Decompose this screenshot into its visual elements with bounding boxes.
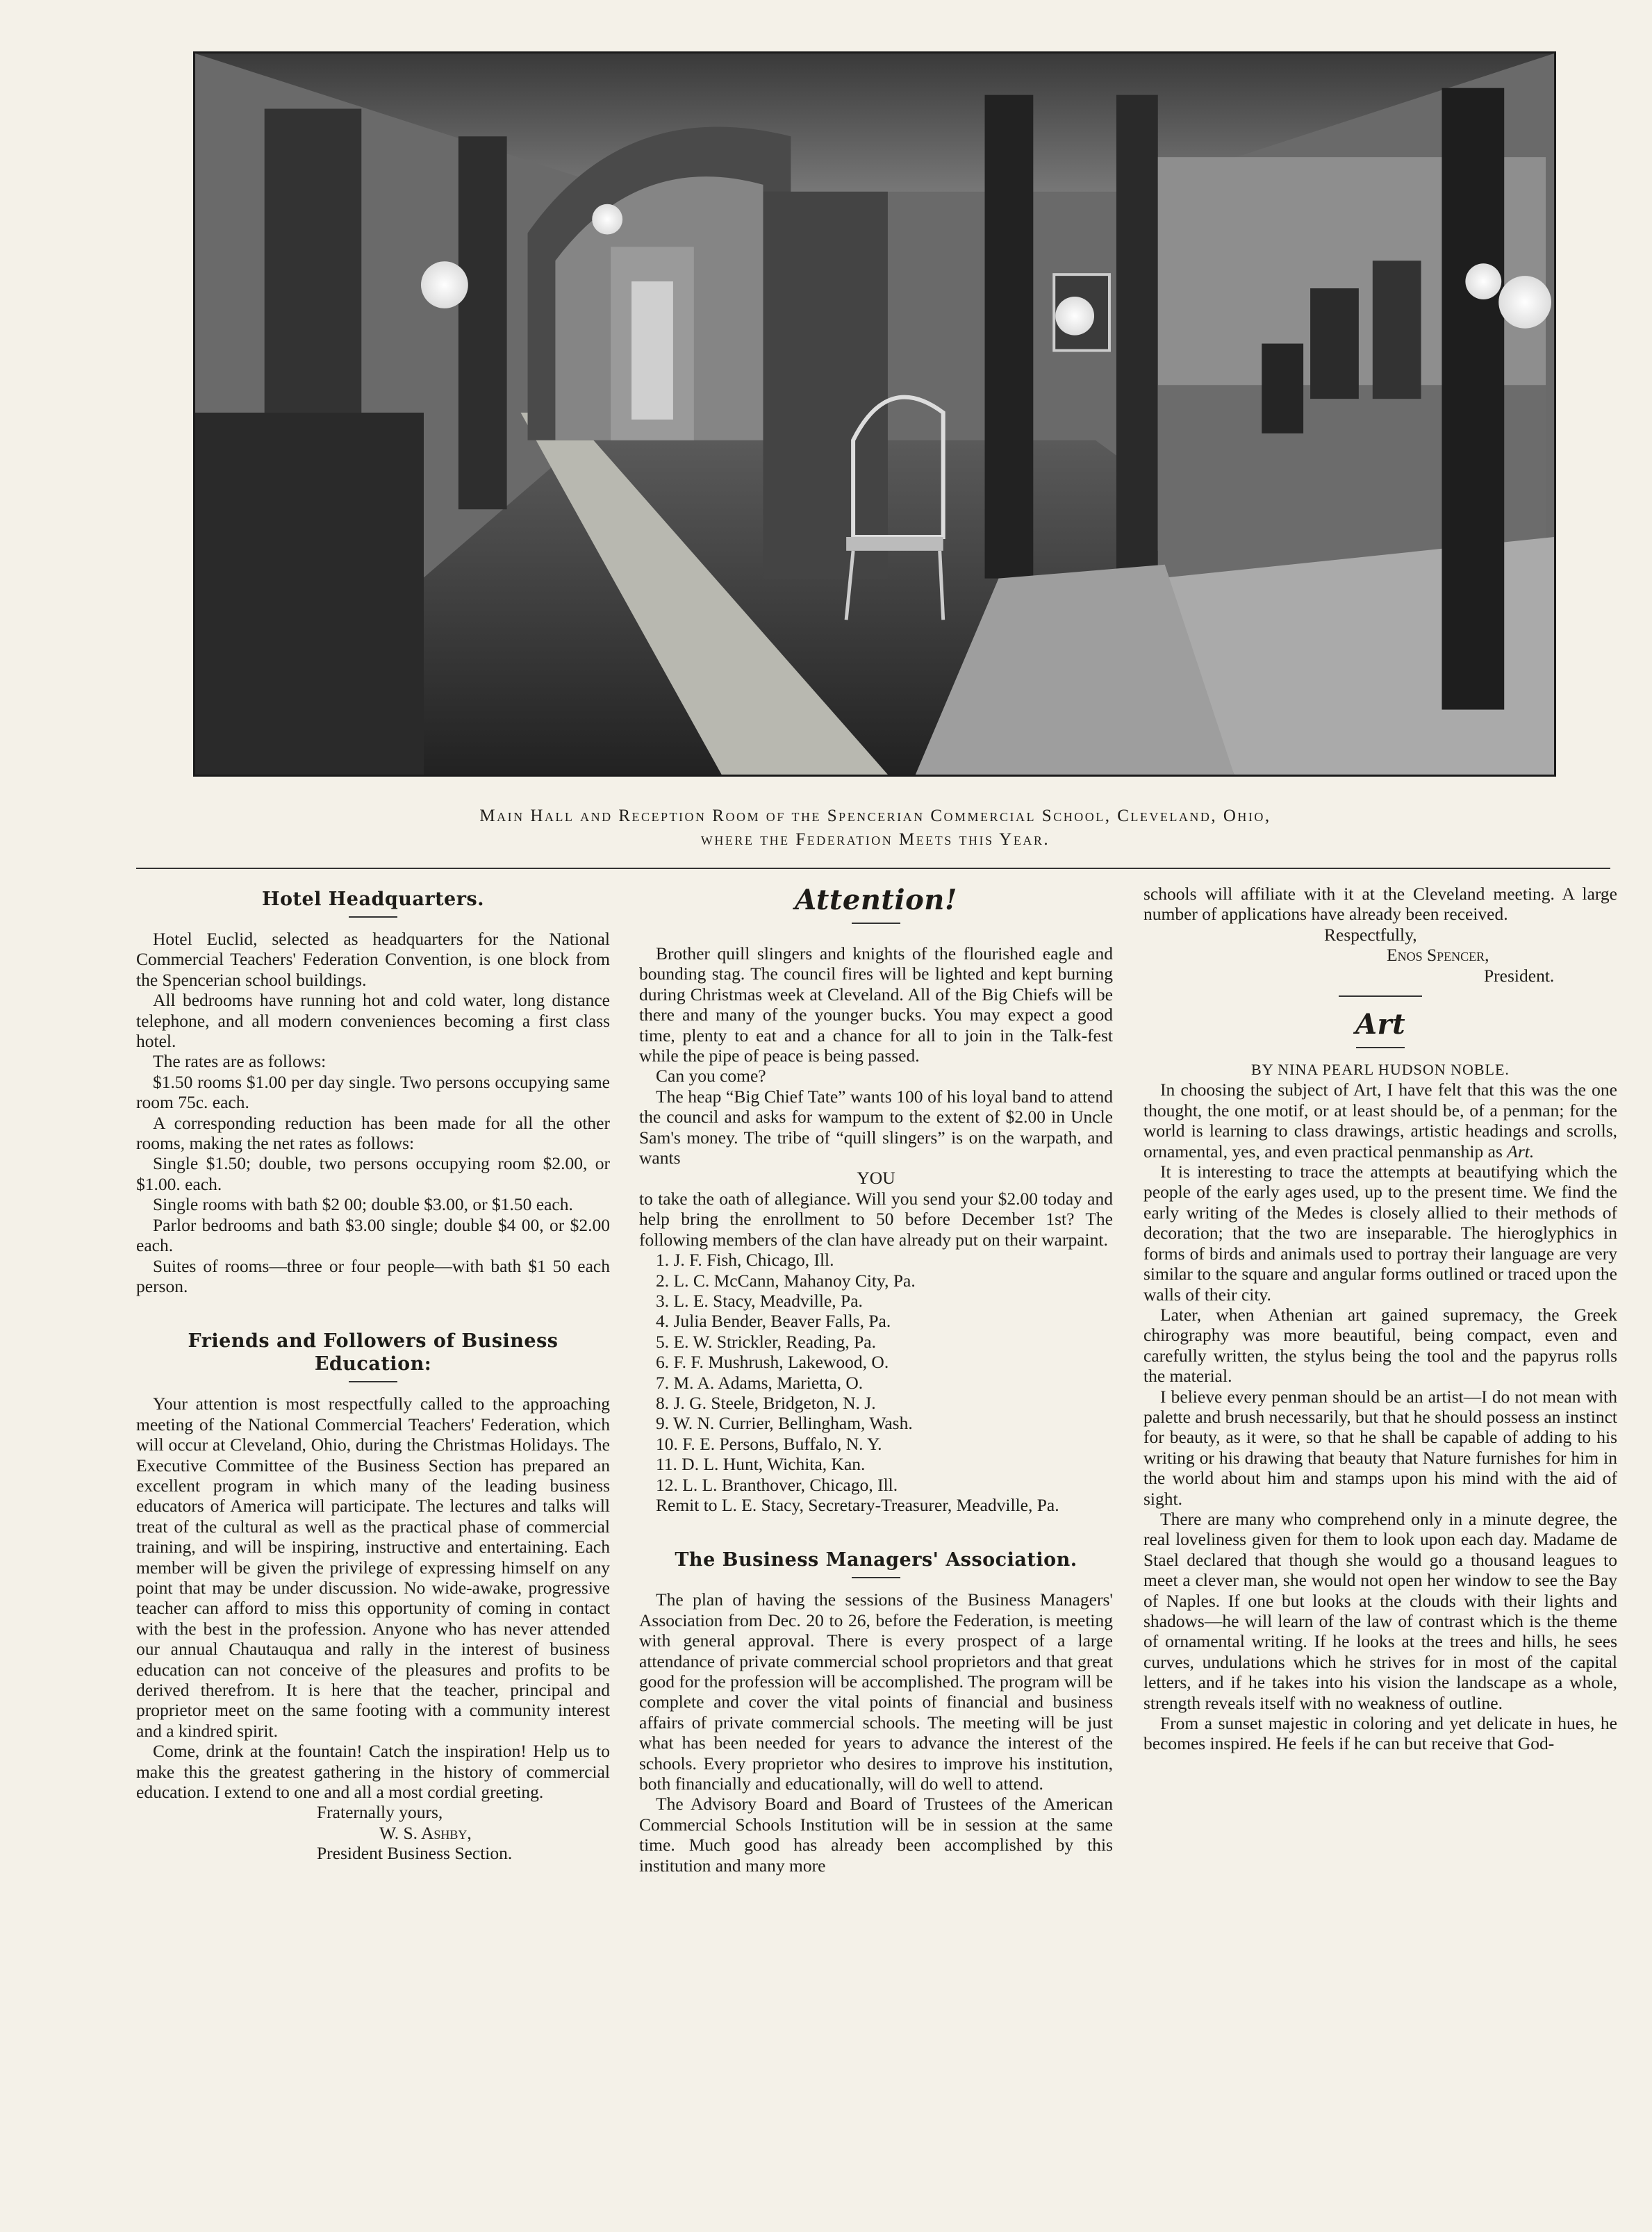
managers-heading: The Business Managers' Association. [675, 1549, 1077, 1571]
list-item: 2. L. C. McCann, Mahanoy City, Pa. [656, 1270, 916, 1291]
attention-heading: Attention! [795, 884, 957, 916]
managers-paragraph: The plan of having the sessions of the Business Managers' Association from Dec. 20 to 26, before the Federation, is meeting with general approval. There is every prospect of a large attendance of private commercial school proprietors and that great good for the profession will be accomplished. The program will be complete and cover the vital points of financial and business affairs of private commercial schools. The meeting will be just what has been needed for years to advance the interest of the schools. Every proprietor who desires to improve his institution, both financially and educationally, will do well to attend. [639, 1589, 1113, 1794]
attention-paragraph: Can you come? [656, 1066, 766, 1086]
list-item: 1. J. F. Fish, Chicago, Ill. [656, 1250, 834, 1271]
friends-closing: Fraternally yours, [317, 1802, 443, 1823]
managers-title: President. [1484, 965, 1555, 986]
column-left [136, 884, 610, 2210]
hotel-paragraph: Hotel Euclid, selected as headquarters for the National Commercial Teachers' Federation Convention, is one block from the Spencerian school buildings. [136, 929, 610, 990]
managers-paragraph-continued: schools will affiliate with it at the Cleveland meeting. A large number of applications have already been received. [1143, 884, 1617, 925]
managers-signer: Enos Spencer, [1387, 945, 1489, 966]
art-paragraph: There are many who comprehend only in a minute degree, the real loveliness given for them to look upon each day. Madame de Stael declared that though she would go a thousand leagues to meet a clever man, she would not open her window to see the Bay of Naples. If one but looks at the clouds with their lights and shadows—he will learn of the law of contrast which is the theme of ornamental writing. If he looks at the trees and hills, he sees curves, undulations which he strives for in most of the capital letters, and if he takes into his vision the landscape as a whole, strength reveals itself with no weakness of outline. [1143, 1508, 1617, 1713]
list-item: 7. M. A. Adams, Marietta, O. [656, 1372, 864, 1393]
art-heading: Art [1355, 1008, 1406, 1041]
list-item: 3. L. E. Stacy, Meadville, Pa. [656, 1290, 863, 1311]
managers-paragraph: The Advisory Board and Board of Trustees of the American Commercial Schools Institution will be in session at the same time. Much good has already been accomplished by this institution and many more [639, 1794, 1113, 1876]
art-paragraph: From a sunset majestic in coloring and yet delicate in hues, he becomes inspired. He feels if he can but receive that God- [1143, 1713, 1617, 1754]
friends-heading: Friends and Followers of Business Education: [188, 1330, 559, 1375]
hotel-paragraph: Single rooms with bath $2 00; double $3.00, or $1.50 each. [153, 1194, 573, 1215]
attention-remit: Remit to L. E. Stacy, Secretary-Treasurer, Meadville, Pa. [656, 1494, 1059, 1515]
art-paragraph: It is interesting to trace the attempts at beautifying which the people of the early ages used, up to the present time. We find the early writing of the Medes is closely allied to their methods of decoration; that the two are inseparable. The hieroglyphics in forms of birds and animals used to portray their language are very similar to the square and angular forms outlined or traced upon the walls of their city. [1143, 1162, 1617, 1305]
list-item: 10. F. E. Persons, Buffalo, N. Y. [656, 1433, 882, 1454]
art-paragraph: Later, when Athenian art gained supremacy, the Greek chirography was more beautiful, being compact, even and carefully written, the stylus being the tool and the papyrus rolls the material. [1143, 1304, 1617, 1387]
art-paragraph [1143, 1080, 1617, 1162]
column-right [1143, 884, 1617, 2210]
caption-line-1: Main Hall and Reception Room of the Spencerian Commercial School, Cleveland, Ohio, [479, 807, 1271, 825]
list-item: 12. L. L. Branthover, Chicago, Ill. [656, 1474, 898, 1495]
hotel-paragraph: $1.50 rooms $1.00 per day single. Two persons occupying same room 75c. each. [136, 1071, 610, 1113]
attention-you: YOU [857, 1168, 895, 1189]
list-item: 8. J. G. Steele, Bridgeton, N. J. [656, 1392, 876, 1413]
list-item: 5. E. W. Strickler, Reading, Pa. [656, 1331, 876, 1352]
heading-rule [349, 1381, 397, 1382]
section-rule [1339, 995, 1422, 997]
list-item: 6. F. F. Mushrush, Lakewood, O. [656, 1352, 889, 1373]
art-paragraph-text: In choosing the subject of Art, I have felt that this was the one thought, the one motif, or at least should be, of a penman; for the world is learning to class drawings, artistic headings and scrolls, ornamental, yes, and even practical penmanship as [1143, 1080, 1617, 1162]
hall-photo-illustration [195, 53, 1554, 775]
member-list [639, 1250, 1113, 1495]
heading-rule [349, 916, 397, 918]
hotel-paragraph: Suites of rooms—three or four people—with bath $1 50 each person. [136, 1255, 610, 1296]
hotel-paragraph: Parlor bedrooms and bath $3.00 single; double $4 00, or $2.00 each. [136, 1214, 610, 1256]
art-emphasis: Art. [1507, 1141, 1535, 1162]
friends-signer: W. S. Ashby, [379, 1822, 472, 1843]
hotel-paragraph: The rates are as follows: [153, 1051, 327, 1072]
hotel-paragraph: All bedrooms have running hot and cold water, long distance telephone, and all modern conveniences becoming a first class hotel. [136, 990, 610, 1052]
list-item: 9. W. N. Currier, Bellingham, Wash. [656, 1413, 913, 1434]
friends-paragraph: Your attention is most respectfully called to the approaching meeting of the National Commercial Teachers' Federation, which will occur at Cleveland, Ohio, during the Christmas Holidays. The Executive Committee of the Business Section has prepared an excellent program in which many of the leading business educators of America will participate. The lectures and talks will treat of the cultural as well as the practical phase of commercial training, and will be inspiring, instructive and entertaining. Each member will be given the privilege of expressing himself on any point that may be under discussion. No wide-awake, progressive teacher can afford to miss this opportunity of coming in contact with the best in the profession. Anyone who has never attended our annual Chautauqua and rally in the interest of business education can not conceive of the pleasures and profits to be derived therefrom. It is here that the teacher, principal and proprietor meet on the same footing with a community interest and a kindred spirit. [136, 1394, 610, 1741]
hotel-paragraph: Single $1.50; double, two persons occupying room $2.00, or $1.00. each. [136, 1153, 610, 1194]
attention-paragraph: The heap “Big Chief Tate” wants 100 of his loyal band to attend the council and asks for wampum to the extent of $2.00 in Uncle Sam's money. The tribe of “quill slingers” is on the warpath, and wants [639, 1086, 1113, 1168]
friends-paragraph: Come, drink at the fountain! Catch the inspiration! Help us to make this the greatest gathering in the history of commercial education. I extend to one and all a most cordial greeting. [136, 1741, 610, 1803]
photo-caption [208, 804, 1542, 852]
section-divider [136, 868, 1610, 869]
attention-paragraph: to take the oath of allegiance. Will you send your $2.00 today and help bring the enrollment to 50 before December 1st? The following members of the clan have already put on their warpaint. [639, 1188, 1113, 1250]
list-item: 11. D. L. Hunt, Wichita, Kan. [656, 1454, 866, 1475]
managers-closing: Respectfully, [1324, 924, 1417, 945]
hotel-heading: Hotel Headquarters. [261, 888, 485, 910]
art-byline: BY NINA PEARL HUDSON NOBLE. [1251, 1061, 1510, 1079]
hall-photograph [193, 51, 1556, 777]
heading-rule [852, 1577, 900, 1578]
friends-title: President Business Section. [317, 1843, 513, 1864]
list-item: 4. Julia Bender, Beaver Falls, Pa. [656, 1311, 891, 1332]
column-middle [639, 884, 1113, 2210]
art-paragraph: I believe every penman should be an artist—I do not mean with palette and brush necessarily, but that he should possess an instinct for beauty, as it were, so that he shall be capable of adding to his writing or his drawing that beauty that Nature furnishes for him in the world about him and stamps upon his mind with the aid of sight. [1143, 1386, 1617, 1509]
hotel-paragraph: A corresponding reduction has been made for all the other rooms, making the net rates as follows: [136, 1112, 610, 1154]
caption-line-2: where the Federation Meets this Year. [700, 830, 1050, 849]
heading-rule [852, 923, 900, 924]
heading-rule [1356, 1047, 1405, 1048]
attention-paragraph: Brother quill slingers and knights of the flourished eagle and bounding stag. The council fires will be lighted and kept burning during Christmas week at Cleveland. All of the Big Chiefs will be there and many of the younger bucks. You may expect a good time, plenty to eat and a chance for all to join in the Talk-fest while the pipe of peace is being passed. [639, 943, 1113, 1066]
